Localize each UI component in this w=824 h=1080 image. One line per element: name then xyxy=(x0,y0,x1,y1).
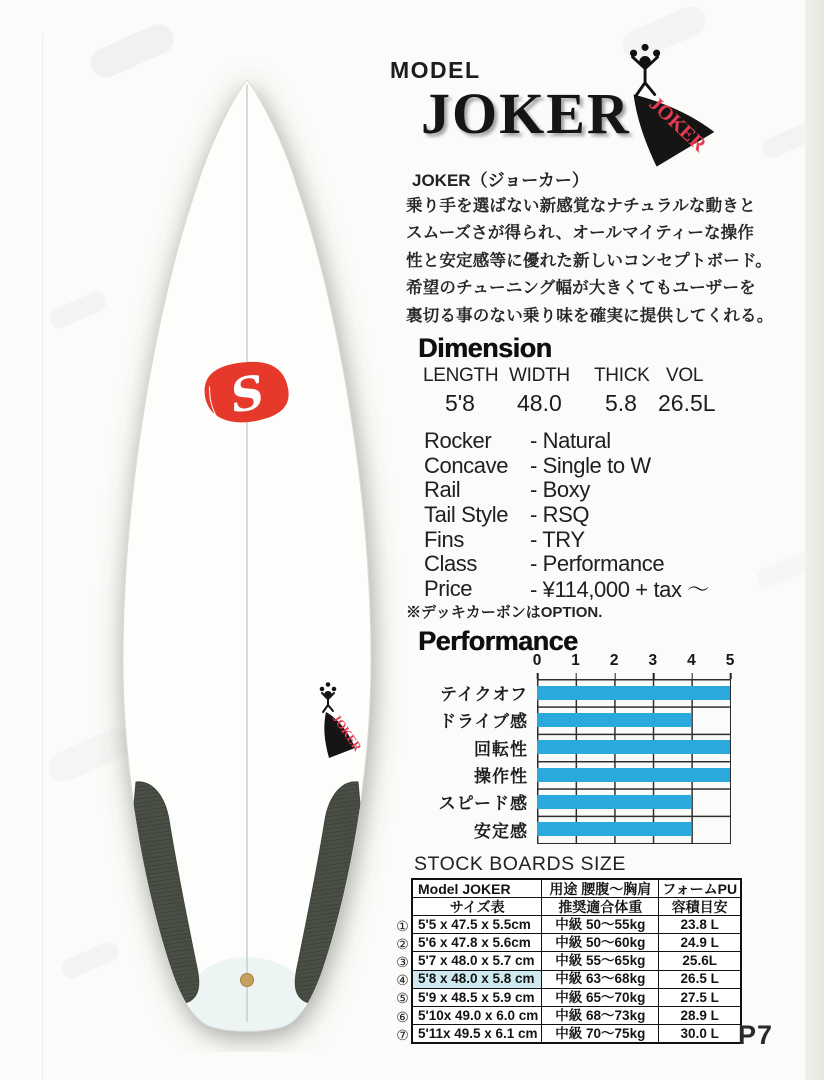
intro-title: JOKER（ジョーカー） xyxy=(412,171,589,190)
leash-plug xyxy=(241,974,254,987)
spec-row xyxy=(424,503,754,528)
cell-weight: 中級 65～70kg xyxy=(542,988,659,1006)
cell-weight: 中級 63～68kg xyxy=(542,970,659,988)
chart-category-labels xyxy=(415,679,528,843)
cell-volume: 23.8 L xyxy=(659,916,741,934)
row-number: ⑤ xyxy=(396,990,409,1007)
col-length: LENGTH xyxy=(423,365,499,386)
table-row xyxy=(412,988,741,1006)
header-use: 用途 腰腹～胸肩 xyxy=(542,879,659,898)
cell-volume: 25.6L xyxy=(659,952,741,970)
table-header-row-2 xyxy=(412,898,741,916)
chart-bar xyxy=(537,686,730,700)
spec-label: Price xyxy=(424,575,473,601)
spec-value: - Boxy xyxy=(530,477,590,503)
table-row xyxy=(412,916,741,934)
logo-text: JOKER xyxy=(644,92,711,157)
header-size-chart: サイズ表 xyxy=(412,898,542,916)
cell-size: 5'10x 49.0 x 6.0 cm xyxy=(412,1006,542,1024)
dimension-columns xyxy=(423,365,733,389)
col-vol: VOL xyxy=(666,365,704,386)
page-number: P7 xyxy=(738,1020,774,1050)
cell-volume: 24.9 L xyxy=(659,934,741,952)
chart-axis-ticks xyxy=(532,652,735,678)
chart-plot-area xyxy=(532,652,735,844)
intro-line: スムーズさが得られ、オールマイティーな操作 xyxy=(406,224,755,243)
row-number: ④ xyxy=(396,972,409,989)
chart-bar xyxy=(537,768,730,782)
spec-value: - Single to W xyxy=(530,452,651,478)
cell-weight: 中級 50～55kg xyxy=(542,916,659,934)
value-length: 5'8 xyxy=(445,390,475,416)
chart-category-label: 操作性 xyxy=(474,767,528,787)
header-rec-weight: 推奨適合体重 xyxy=(542,898,659,916)
s-logo-letter: S xyxy=(226,364,269,424)
intro-line: 乗り手を選ばない新感覚なナチュラルな動きと xyxy=(406,197,756,215)
intro-line: 裏切る事のない乗り味を確実に提供してくれる。 xyxy=(406,306,774,325)
header-volume-guide: 容積目安 xyxy=(659,898,741,916)
chart-bar-row xyxy=(537,788,730,815)
cell-weight: 中級 68～73kg xyxy=(542,1006,659,1024)
spec-value: - ¥114,000 + tax ～ xyxy=(530,577,709,603)
chart-category-label: 回転性 xyxy=(474,739,528,759)
chart-bar xyxy=(537,740,730,754)
chart-bar xyxy=(537,795,691,809)
spec-label: Class xyxy=(424,551,478,577)
chart-bar-row xyxy=(537,816,730,843)
table-row xyxy=(412,970,741,988)
value-width: 48.0 xyxy=(517,390,562,416)
table-header-row-1 xyxy=(412,879,741,898)
model-label: MODEL xyxy=(390,57,481,83)
cell-size: 5'5 x 47.5 x 5.5cm xyxy=(412,916,542,934)
cell-volume: 27.5 L xyxy=(659,988,741,1006)
row-number: ③ xyxy=(396,953,409,970)
cell-size: 5'7 x 48.0 x 5.7 cm xyxy=(412,952,542,970)
chart-bars xyxy=(537,679,730,843)
axis-tick-label: 3 xyxy=(648,652,658,669)
spec-label: Concave xyxy=(424,452,509,478)
cell-weight: 中級 70～75kg xyxy=(542,1025,659,1044)
cell-weight: 中級 55～65kg xyxy=(542,952,659,970)
axis-tick-label: 0 xyxy=(532,652,542,669)
spec-row xyxy=(424,454,754,479)
chart-bar xyxy=(537,713,691,727)
spec-row xyxy=(424,478,754,503)
cell-weight: 中級 50～60kg xyxy=(542,934,659,952)
table-row xyxy=(412,952,741,970)
axis-tick-label: 2 xyxy=(609,652,619,669)
stock-size-table xyxy=(411,878,742,1044)
spec-label: Fins xyxy=(424,526,464,552)
performance-heading: Performance xyxy=(418,626,578,656)
dimension-values xyxy=(423,390,733,414)
row-number: ② xyxy=(396,935,409,952)
intro-line: 性と安定感等に優れた新しいコンセプトボード。 xyxy=(406,251,772,270)
spec-value: - RSQ xyxy=(530,502,590,528)
header-foam: フォームPU xyxy=(659,879,741,898)
chart-bar-row xyxy=(537,734,730,761)
jester-icon xyxy=(631,45,658,96)
stock-table-block xyxy=(394,878,742,1044)
row-number: ⑦ xyxy=(396,1026,409,1043)
chart-category-label: ドライブ感 xyxy=(439,712,528,732)
chart-bar-row xyxy=(537,761,730,788)
spec-label: Tail Style xyxy=(424,502,509,528)
spec-row xyxy=(424,527,754,552)
chart-category-label: テイクオフ xyxy=(440,685,528,705)
cell-volume: 30.0 L xyxy=(659,1025,741,1044)
cell-size: 5'9 x 48.5 x 5.9 cm xyxy=(412,988,542,1006)
chart-bar-row xyxy=(537,706,730,733)
col-width: WIDTH xyxy=(509,365,570,386)
stock-boards-heading: STOCK BOARDS SIZE xyxy=(414,853,626,875)
value-thick: 5.8 xyxy=(605,390,637,416)
model-name: JOKER xyxy=(421,81,631,146)
intro-paragraph xyxy=(406,193,811,330)
page-crease xyxy=(42,34,43,1080)
mini-logo-text: JOKER xyxy=(329,711,365,754)
table-row xyxy=(412,934,741,952)
row-number: ⑥ xyxy=(396,1008,409,1025)
performance-chart xyxy=(415,652,737,852)
header-model: Model JOKER xyxy=(412,879,542,898)
page-edge-strip xyxy=(805,0,824,1080)
spec-row xyxy=(424,429,754,454)
joker-brand-logo xyxy=(597,40,722,175)
spec-value: - Performance xyxy=(530,551,665,577)
spec-label: Rocker xyxy=(424,428,492,454)
spec-row xyxy=(424,577,754,602)
table-row xyxy=(412,1006,741,1024)
chart-bar-row xyxy=(537,679,730,706)
spec-value: - TRY xyxy=(530,526,585,552)
axis-tick-label: 4 xyxy=(687,652,696,669)
cell-size: 5'11x 49.5 x 6.1 cm xyxy=(412,1025,542,1044)
row-number-column xyxy=(394,878,411,1044)
axis-tick-label: 1 xyxy=(571,652,580,669)
cell-volume: 26.5 L xyxy=(659,970,741,988)
surfboard-photo xyxy=(76,52,406,1052)
chart-category-label: 安定感 xyxy=(474,821,528,841)
col-thick: THICK xyxy=(594,365,650,386)
axis-tick-label: 5 xyxy=(725,652,735,669)
deck-carbon-note: ※デッキカーボンはOPTION. xyxy=(406,604,603,621)
spec-list xyxy=(424,429,754,601)
chart-category-label: スピード感 xyxy=(438,794,528,814)
cell-volume: 28.9 L xyxy=(659,1006,741,1024)
spec-label: Rail xyxy=(424,477,461,503)
table-row xyxy=(412,1025,741,1044)
spec-value: - Natural xyxy=(530,428,611,454)
cell-size: 5'8 x 48.0 x 5.8 cm xyxy=(412,970,542,988)
value-vol: 26.5L xyxy=(658,390,716,416)
cell-size: 5'6 x 47.8 x 5.6cm xyxy=(412,934,542,952)
chart-bar xyxy=(537,822,691,836)
intro-line: 希望のチューニング幅が大きくてもユーザーを xyxy=(406,279,756,298)
dimension-heading: Dimension xyxy=(418,333,552,363)
row-number: ① xyxy=(396,917,409,934)
